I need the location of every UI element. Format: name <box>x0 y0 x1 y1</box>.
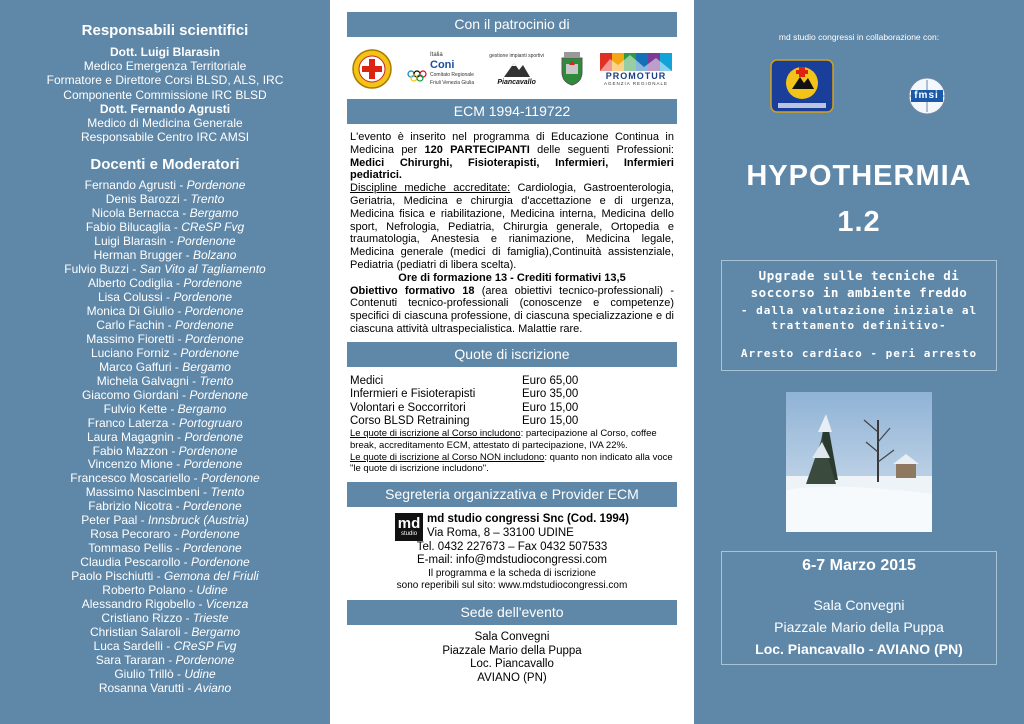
docente-name: Sara Tararan - <box>95 652 176 667</box>
ecm-objective-text: (area obiettivi tecnico-professionali) - Contenuti tecnico-professionali (conoscenze e competenze) specifici di ciascuna professione, di ciascuna specializzazione e di ciascuna attività ultraspecialistica. Malattie rare. <box>350 284 674 335</box>
collab-text: md studio congressi in collaborazione con: <box>778 32 940 42</box>
sede-line: Sala Convegni <box>474 630 550 643</box>
docente-item <box>0 542 330 556</box>
docente-city: Pordenone <box>183 276 243 291</box>
segreteria-program2: sono reperibili sul sito: www.mdstudiocongressi.com <box>396 579 628 591</box>
docente-item <box>0 221 330 235</box>
docente-city: Pordenone <box>201 471 260 486</box>
docente-item <box>0 305 330 319</box>
docente-city: Pordenone <box>186 178 246 193</box>
docente-name: Fabio Mazzon - <box>92 443 179 458</box>
docente-name: Franco Laterza - <box>87 415 179 430</box>
md-logo-sub: studio <box>401 531 418 538</box>
docente-city: Pordenone <box>183 457 243 472</box>
docente-name: Massimo Nascimbeni - <box>85 485 211 500</box>
docente-item <box>0 263 330 277</box>
docente-name: Cristiano Rizzo - <box>101 610 193 625</box>
fmsi-logo <box>905 76 949 101</box>
docente-name: Alberto Codiglia - <box>87 276 184 291</box>
resp-title: Responsabili scientifici <box>81 22 249 39</box>
docente-item <box>0 626 330 640</box>
coni-sub2-text: Friuli Venezia Giulia <box>430 80 475 86</box>
fee-price: Euro 65,00 <box>522 374 579 387</box>
fee-label: Infermieri e Fisioterapisti <box>350 388 476 401</box>
docenti-list <box>0 179 330 695</box>
docente-item <box>0 347 330 361</box>
red-cross-emblem-logo <box>352 49 392 89</box>
docente-name: Fulvio Kette - <box>103 401 178 416</box>
resp-line: Dott. Fernando Agrusti <box>99 101 231 116</box>
promotur-sub-text: AGENZIA REGIONALE <box>603 80 668 86</box>
sede-line: AVIANO (PN) <box>477 671 547 684</box>
ecm-credits: Ore di formazione 13 - Crediti formativi 13,5 <box>398 271 626 284</box>
title-main: HYPOTHERMIA <box>746 160 972 192</box>
coni-italia-text: Italia <box>430 52 443 58</box>
docente-item <box>0 249 330 263</box>
docente-city: San Vito al Tagliamento <box>139 262 266 277</box>
fee-price: Euro 35,00 <box>522 388 579 401</box>
docenti-title: Docenti e Moderatori <box>90 156 240 174</box>
fee-label: Medici <box>350 374 384 387</box>
ecm-professions: Medici Chirurghi, Fisioterapisti, Infermieri, Infermieri pediatrici. <box>350 156 674 182</box>
docente-city: Trieste <box>192 610 229 625</box>
resp-line: Responsabile Centro IRC AMSI <box>80 130 250 145</box>
fee-row <box>350 375 674 388</box>
docente-city: Pordenone <box>175 652 235 667</box>
docente-item <box>0 445 330 459</box>
docente-city: CReSP Fvg <box>173 638 237 653</box>
docente-name: Fabio Bilucaglia - <box>85 220 182 235</box>
sede-header: Sede dell'evento <box>347 600 677 625</box>
docente-name: Denis Barozzi - <box>105 192 191 207</box>
docente-item <box>0 570 330 584</box>
docente-item <box>0 319 330 333</box>
fees-list <box>350 375 674 429</box>
docente-name: Lisa Colussi - <box>97 290 174 305</box>
ecm-disciplines-label: Discipline mediche accreditate: <box>350 182 511 195</box>
docente-item <box>0 598 330 612</box>
docente-city: Udine <box>196 583 228 598</box>
patrocinio-logos <box>352 45 672 93</box>
docente-name: Luigi Blarasin - <box>94 234 177 249</box>
docente-city: Gemona del Friuli <box>164 569 259 584</box>
docente-item <box>0 431 330 445</box>
docente-city: Pordenone <box>191 555 250 570</box>
resp-line: Formatore e Direttore Corsi BLSD, ALS, IRC <box>46 73 284 88</box>
resp-line: Componente Commissione IRC BLSD <box>63 87 267 102</box>
docente-item <box>0 640 330 654</box>
ecm-objective-label: Obiettivo formativo 18 <box>350 284 475 297</box>
subtitle-line3: - dalla valutazione iniziale al <box>740 304 978 317</box>
ecm-disciplines-text: Cardiologia, Gastroenterologia, Geriatria, Medicina e chirurgia d'accettazione e di urgenza, Medicina fisica e riabilitazione, Medicina interna, Medicina dello sport, Nefrologia, Pediatria, Chirurgia generale, Ortopedia e traumatologia, Anestesia e rianimazione, Medicina legale, Medicina generale (medici di famiglia),Continuità assistenziale, Pediatria (pediatri di libera scelta). <box>350 182 674 271</box>
fee-note1-label: Le quote di iscrizione al Corso includono <box>350 428 521 440</box>
docente-name: Alessandro Rigobello - <box>81 597 206 612</box>
docente-name: Rosanna Varutti - <box>98 680 195 695</box>
docente-city: Pordenone <box>182 499 242 514</box>
md-studio-logo <box>395 513 423 541</box>
fee-note-exclude <box>350 452 674 475</box>
fee-row <box>350 388 674 401</box>
docente-name: Claudia Pescarollo - <box>80 555 191 570</box>
docente-city: Pordenone <box>173 290 233 305</box>
fmsi-text: fmsi <box>914 89 939 101</box>
docente-city: Portogruaro <box>179 415 243 430</box>
docente-name: Carlo Fachin - <box>96 317 175 332</box>
docente-item <box>0 528 330 542</box>
ecm-p1a: L'evento è inserito nel programma di Educazione Continua in Medicina per <box>350 131 674 156</box>
event-place2: Piazzale Mario della Puppa <box>774 618 944 635</box>
docente-item <box>0 389 330 403</box>
docente-city: Vicenza <box>205 597 249 612</box>
docente-item <box>0 207 330 221</box>
docente-city: Bolzano <box>193 248 237 263</box>
docente-city: Bergamo <box>189 206 239 221</box>
ecm-text <box>350 131 674 336</box>
subtitle-line4: trattamento definitivo- <box>771 318 947 332</box>
docente-name: Monica Di Giulio - <box>86 304 185 318</box>
docente-city: Pordenone <box>180 345 240 360</box>
fee-note1-text: : partecipazione al Corso, coffee break, accreditamento ECM, attestato di partecipazione, IVA 22%. <box>350 428 657 451</box>
docente-city: Bergamo <box>177 401 227 416</box>
patrocinio-header: Con il patrocinio di <box>347 12 677 37</box>
fee-label: Volontari e Soccorritori <box>350 401 466 414</box>
docente-item <box>0 654 330 668</box>
fee-note2-label: Le quote di iscrizione al Corso NON includono <box>350 451 545 463</box>
fee-note2-text: : quanto non indicato alla voce "le quote di iscrizione includono". <box>350 451 673 475</box>
docente-name: Michela Galvagni - <box>96 373 200 388</box>
event-date: 6-7 Marzo 2015 <box>802 556 916 574</box>
docente-city: Pordenone <box>174 317 234 332</box>
docente-item <box>0 486 330 500</box>
sede-list <box>330 631 694 685</box>
docente-city: Pordenone <box>177 234 236 249</box>
segreteria-address: Via Roma, 8 – 33100 UDINE <box>427 526 574 539</box>
md-logo-text: md <box>397 515 421 533</box>
docente-city: Innsbruck (Austria) <box>148 513 249 528</box>
docente-city: Pordenone <box>178 443 238 458</box>
docente-item <box>0 375 330 389</box>
docente-name: Fabrizio Nicotra - <box>88 499 183 514</box>
docente-item <box>0 556 330 570</box>
docente-item <box>0 235 330 249</box>
docente-city: Pordenone <box>184 331 244 346</box>
piancavallo-text: Piancavallo <box>497 78 536 86</box>
docente-name: Marco Gaffuri - <box>99 359 183 374</box>
promotur-logo <box>600 53 672 86</box>
resp-list <box>0 45 330 144</box>
docente-item <box>0 361 330 375</box>
docente-name: Rosa Pecoraro - <box>90 527 181 542</box>
sede-line: Loc. Piancavallo <box>470 658 554 671</box>
docente-name: Vincenzo Mione - <box>87 457 184 472</box>
title-version: 1.2 <box>837 206 881 238</box>
fee-row <box>350 415 674 428</box>
docente-item <box>0 291 330 305</box>
fee-price: Euro 15,00 <box>522 401 579 414</box>
docente-city: Trento <box>199 373 234 388</box>
docente-name: Luciano Forniz - <box>90 345 181 360</box>
quote-header: Quote di iscrizione <box>347 342 677 367</box>
segreteria-name: md studio congressi Snc (Cod. 1994) <box>427 513 629 526</box>
left-panel <box>0 0 330 724</box>
docente-item <box>0 584 330 598</box>
resp-line: Dott. Luigi Blarasin <box>109 45 220 59</box>
coni-logo <box>407 51 474 87</box>
docente-city: Aviano <box>194 680 232 695</box>
docente-name: Luca Sardelli - <box>93 638 174 653</box>
docente-item <box>0 417 330 431</box>
docente-city: CReSP Fvg <box>181 220 245 235</box>
segreteria-block <box>350 513 674 592</box>
docente-city: Bergamo <box>191 624 241 639</box>
docente-city: Pordenone <box>184 304 244 318</box>
sede-line: Piazzale Mario della Puppa <box>442 644 582 657</box>
subtitle-line2: soccorso in ambiente freddo <box>750 285 968 300</box>
segreteria-program1: Il programma e la scheda di iscrizione <box>428 567 596 579</box>
ecm-p1c: delle seguenti Professioni: <box>529 143 674 156</box>
docente-name: Peter Paal - <box>81 513 148 528</box>
docente-item <box>0 472 330 486</box>
docente-city: Trento <box>210 485 245 500</box>
fee-row <box>350 402 674 415</box>
event-place1: Sala Convegni <box>813 596 905 613</box>
resp-line: Medico Emergenza Territoriale <box>83 59 247 74</box>
fee-note-include <box>350 428 674 451</box>
piancavallo-logo <box>489 53 544 86</box>
segreteria-header: Segreteria organizzativa e Provider ECM <box>347 482 677 507</box>
docente-name: Roberto Polano - <box>102 583 197 598</box>
docente-item <box>0 612 330 626</box>
collab-logos <box>734 58 984 118</box>
docente-item <box>0 500 330 514</box>
piancavallo-top-text: gestione impianti sportivi <box>489 52 544 59</box>
right-panel <box>694 0 1024 724</box>
docente-name: Nicola Bernacca - <box>91 206 190 221</box>
segreteria-phone: Tel. 0432 227673 – Fax 0432 507533 <box>416 540 608 553</box>
docente-name: Herman Brugger - <box>93 248 193 263</box>
subtitle-line1: Upgrade sulle tecniche di <box>758 268 960 283</box>
docente-city: Pordenone <box>180 527 240 542</box>
resp-line: Medico di Medicina Generale <box>87 116 243 131</box>
docente-name: Fernando Agrusti - <box>84 178 187 193</box>
docente-city: Bergamo <box>182 359 231 374</box>
docente-name: Giulio Trillò - <box>114 666 185 681</box>
fee-label: Corso BLSD Retraining <box>350 414 470 427</box>
docente-name: Giacomo Giordani - <box>81 387 190 402</box>
docente-item <box>0 333 330 347</box>
docente-item <box>0 668 330 682</box>
docente-item <box>0 514 330 528</box>
docente-city: Pordenone <box>189 387 249 402</box>
coni-sub1-text: Comitato Regionale <box>430 72 474 78</box>
middle-panel <box>330 0 694 724</box>
docente-name: Laura Magagnin - <box>86 429 185 444</box>
docente-item <box>0 277 330 291</box>
docente-name: Francesco Moscariello - <box>70 471 201 486</box>
docente-city: Pordenone <box>184 429 244 444</box>
docente-item <box>0 682 330 696</box>
docente-item <box>0 403 330 417</box>
docente-name: Tommaso Pellis - <box>88 541 183 556</box>
docente-name: Fulvio Buzzi - <box>64 262 140 277</box>
fee-price: Euro 15,00 <box>522 414 579 427</box>
ecm-header: ECM 1994-119722 <box>347 99 677 124</box>
mountain-rescue-badge-logo <box>770 59 834 118</box>
docente-city: Udine <box>184 666 216 681</box>
docente-city: Pordenone <box>182 541 242 556</box>
docente-name: Massimo Fioretti - <box>86 331 185 346</box>
docente-item <box>0 193 330 207</box>
segreteria-email: E-mail: info@mdstudiocongressi.com <box>417 554 607 567</box>
promotur-text: PROMOTUR <box>605 70 667 81</box>
docente-name: Paolo Pischiutti - <box>71 569 164 584</box>
event-place3: Loc. Piancavallo - AVIANO (PN) <box>755 640 963 657</box>
docente-name: Christian Salaroli - <box>89 624 192 639</box>
docente-item <box>0 458 330 472</box>
snow-photo <box>786 392 932 532</box>
subtitle-box <box>721 260 997 371</box>
municipal-crest-logo <box>559 52 585 86</box>
coni-name-text: Coni <box>430 59 455 71</box>
docente-item <box>0 179 330 193</box>
subtitle-line5: Arresto cardiaco - peri arresto <box>740 347 978 360</box>
event-info-box <box>721 551 997 665</box>
docente-city: Trento <box>190 192 225 207</box>
ecm-participants: 120 PARTECIPANTI <box>424 143 530 156</box>
